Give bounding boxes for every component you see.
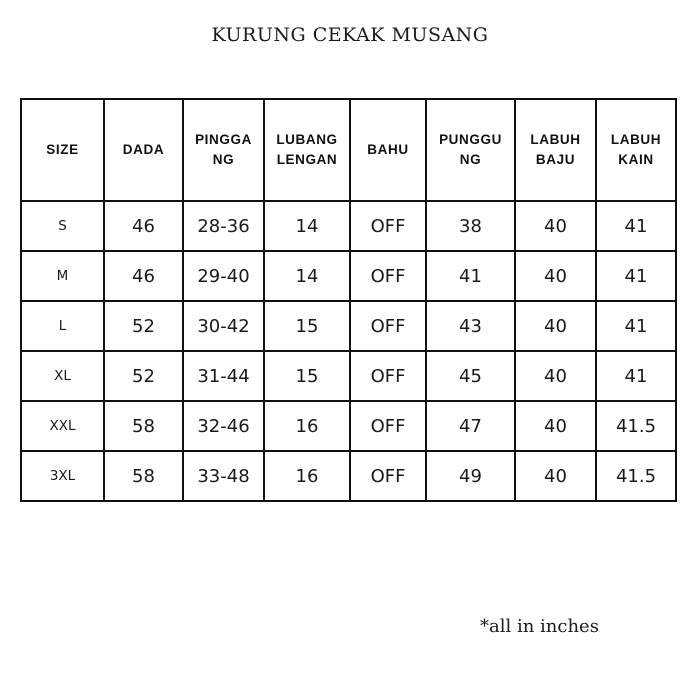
bahu-cell: OFF xyxy=(350,451,426,501)
punggung-cell: 43 xyxy=(426,301,515,351)
size-cell: S xyxy=(21,201,104,251)
pinggang-cell: 33-48 xyxy=(183,451,264,501)
table-header-row xyxy=(21,99,676,201)
size-cell: XL xyxy=(21,351,104,401)
size-cell: XXL xyxy=(21,401,104,451)
punggung-cell: 38 xyxy=(426,201,515,251)
labuh-kain-cell: 41 xyxy=(596,351,676,401)
header-labuh-kain: LABUH KAIN xyxy=(596,99,676,201)
labuh-baju-cell: 40 xyxy=(515,301,596,351)
header-punggung: PUNGGU NG xyxy=(426,99,515,201)
pinggang-cell: 28-36 xyxy=(183,201,264,251)
lubang-lengan-cell: 14 xyxy=(264,251,350,301)
labuh-baju-cell: 40 xyxy=(515,351,596,401)
dada-cell: 52 xyxy=(104,351,183,401)
header-lubang-lengan: LUBANG LENGAN xyxy=(264,99,350,201)
units-note: *all in inches xyxy=(480,616,599,637)
bahu-cell: OFF xyxy=(350,201,426,251)
header-labuh-baju: LABUH BAJU xyxy=(515,99,596,201)
pinggang-cell: 32-46 xyxy=(183,401,264,451)
lubang-lengan-cell: 15 xyxy=(264,301,350,351)
page-title: KURUNG CEKAK MUSANG xyxy=(211,24,489,46)
bahu-cell: OFF xyxy=(350,401,426,451)
size-cell: M xyxy=(21,251,104,301)
table-row xyxy=(21,301,676,351)
labuh-baju-cell: 40 xyxy=(515,251,596,301)
labuh-kain-cell: 41 xyxy=(596,201,676,251)
labuh-kain-cell: 41.5 xyxy=(596,401,676,451)
size-cell: 3XL xyxy=(21,451,104,501)
table-row xyxy=(21,351,676,401)
labuh-baju-cell: 40 xyxy=(515,401,596,451)
dada-cell: 46 xyxy=(104,251,183,301)
labuh-kain-cell: 41 xyxy=(596,301,676,351)
labuh-kain-cell: 41 xyxy=(596,251,676,301)
pinggang-cell: 30-42 xyxy=(183,301,264,351)
lubang-lengan-cell: 15 xyxy=(264,351,350,401)
punggung-cell: 49 xyxy=(426,451,515,501)
table-row xyxy=(21,401,676,451)
labuh-kain-cell: 41.5 xyxy=(596,451,676,501)
labuh-baju-cell: 40 xyxy=(515,201,596,251)
lubang-lengan-cell: 16 xyxy=(264,451,350,501)
table-row xyxy=(21,251,676,301)
size-chart-table xyxy=(20,98,677,502)
punggung-cell: 45 xyxy=(426,351,515,401)
dada-cell: 52 xyxy=(104,301,183,351)
header-pinggang: PINGGA NG xyxy=(183,99,264,201)
dada-cell: 58 xyxy=(104,401,183,451)
pinggang-cell: 31-44 xyxy=(183,351,264,401)
bahu-cell: OFF xyxy=(350,251,426,301)
labuh-baju-cell: 40 xyxy=(515,451,596,501)
bahu-cell: OFF xyxy=(350,351,426,401)
header-dada: DADA xyxy=(104,99,183,201)
punggung-cell: 41 xyxy=(426,251,515,301)
punggung-cell: 47 xyxy=(426,401,515,451)
bahu-cell: OFF xyxy=(350,301,426,351)
lubang-lengan-cell: 16 xyxy=(264,401,350,451)
header-bahu: BAHU xyxy=(350,99,426,201)
lubang-lengan-cell: 14 xyxy=(264,201,350,251)
pinggang-cell: 29-40 xyxy=(183,251,264,301)
table-row xyxy=(21,451,676,501)
table-row xyxy=(21,201,676,251)
dada-cell: 46 xyxy=(104,201,183,251)
size-cell: L xyxy=(21,301,104,351)
header-size: SIZE xyxy=(21,99,104,201)
dada-cell: 58 xyxy=(104,451,183,501)
